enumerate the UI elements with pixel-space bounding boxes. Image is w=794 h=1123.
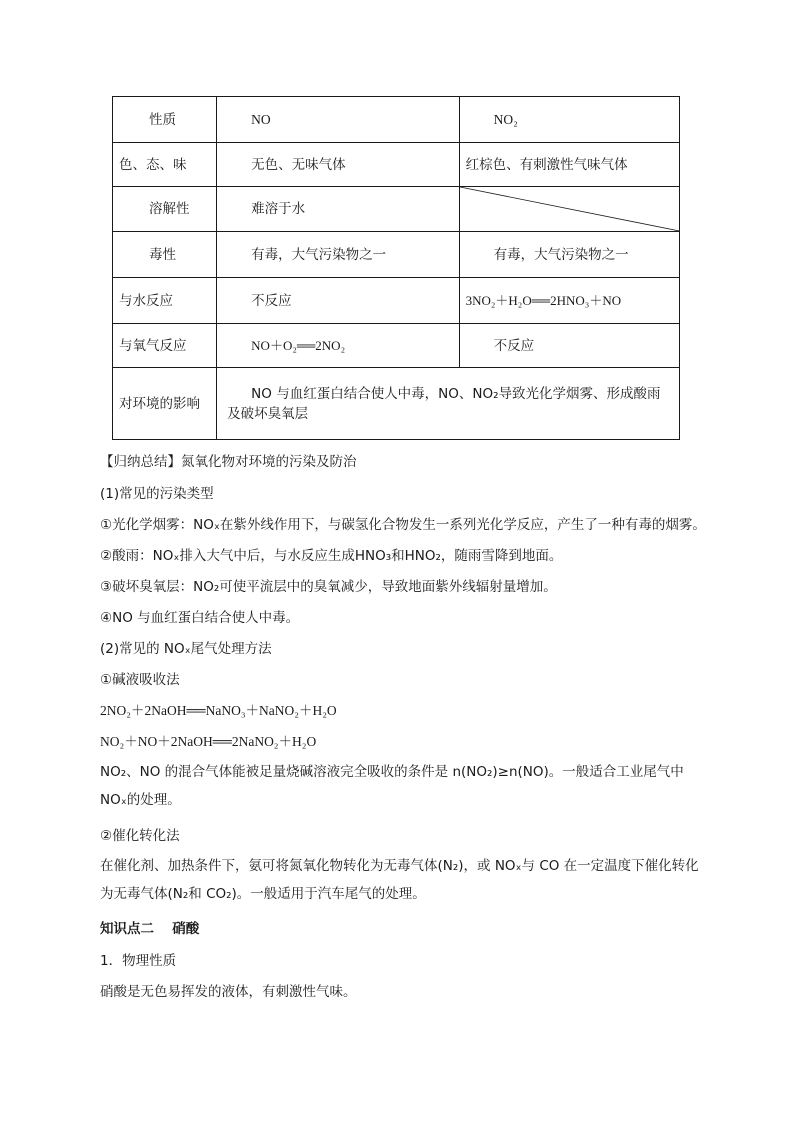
cell-no: 不反应 <box>217 278 459 324</box>
row-label: 溶解性 <box>113 187 217 232</box>
cell-no: 难溶于水 <box>217 187 459 232</box>
method-2-title: ②催化转化法 <box>100 828 180 844</box>
header-no: NO <box>217 97 459 143</box>
cell-no: 有毒，大气污染物之一 <box>217 232 459 278</box>
table-row <box>113 143 680 187</box>
diagonal-line <box>460 187 679 231</box>
method-1-title: ①碱液吸收法 <box>100 672 180 688</box>
summary-item-1: ①光化学烟雾：NOₓ在紫外线作用下，与碳氢化合物发生一系列光化学反应，产生了一种有毒的烟雾。 <box>100 517 706 533</box>
section-subtitle: 1．物理性质 <box>100 953 177 969</box>
row-label: 色、态、味 <box>113 143 217 187</box>
section-title: 知识点二 硝酸 <box>100 921 200 937</box>
table-row <box>113 278 680 324</box>
equation-1: 2NO₂＋2NaOH══NaNO₃＋NaNO₂＋H₂O <box>100 703 337 718</box>
row-label: 对环境的影响 <box>113 368 217 440</box>
header-no2: NO₂ <box>459 97 679 143</box>
cell-no: NO＋O₂══2NO₂ <box>217 324 459 368</box>
environment-impact-text: NO 与血红蛋白结合使人中毒，NO、NO₂导致光化学烟雾、形成酸雨及破坏臭氧层 <box>227 385 661 422</box>
cell-no2: 有毒，大气污染物之一 <box>459 232 679 278</box>
cell-no2: 3NO₂＋H₂O══2HNO₃＋NO <box>459 278 679 324</box>
table-row <box>113 368 680 440</box>
header-property: 性质 <box>113 97 217 143</box>
row-label: 与氧气反应 <box>113 324 217 368</box>
catalytic-conversion-note: 在催化剂、加热条件下，氨可将氮氧化物转化为无毒气体(N₂)，或 NOₓ与 CO 在一定温度下催化转化为无毒气体(N₂和 CO₂)。一般适用于汽车尾气的处理。 <box>100 858 699 902</box>
environment-impact <box>217 368 680 440</box>
cell-no: 无色、无味气体 <box>217 143 459 187</box>
equation-2: NO₂＋NO＋2NaOH══2NaNO₂＋H₂O <box>100 734 317 749</box>
row-label: 与水反应 <box>113 278 217 324</box>
summary-heading: 【归纳总结】氮氧化物对环境的污染及防治 <box>100 454 357 470</box>
table-row <box>113 324 680 368</box>
summary-item-2: ②酸雨：NOₓ排入大气中后，与水反应生成HNO₃和HNO₂，随雨雪降到地面。 <box>100 548 563 564</box>
table-row <box>113 187 680 232</box>
summary-subtitle-1: (1)常见的污染类型 <box>100 486 214 502</box>
row-label: 毒性 <box>113 232 217 278</box>
section-text: 硝酸是无色易挥发的液体，有刺激性气味。 <box>100 984 357 1000</box>
summary-item-3: ③破坏臭氧层：NO₂可使平流层中的臭氧减少，导致地面紫外线辐射量增加。 <box>100 579 557 595</box>
table-row <box>113 232 680 278</box>
summary-subtitle-2: (2)常见的 NOₓ尾气处理方法 <box>100 641 272 657</box>
absorption-condition-note: NO₂、NO 的混合气体能被足量烧碱溶液完全吸收的条件是 n(NO₂)≥n(NO)。一般适合工业尾气中 NOₓ的处理。 <box>100 764 684 808</box>
cell-no2: 不反应 <box>459 324 679 368</box>
cell-no2: 红棕色、有刺激性气味气体 <box>459 143 679 187</box>
table-header-row <box>113 97 680 143</box>
properties-table <box>112 96 680 440</box>
summary-item-4: ④NO 与血红蛋白结合使人中毒。 <box>100 610 300 626</box>
empty-diagonal-cell <box>459 187 679 232</box>
